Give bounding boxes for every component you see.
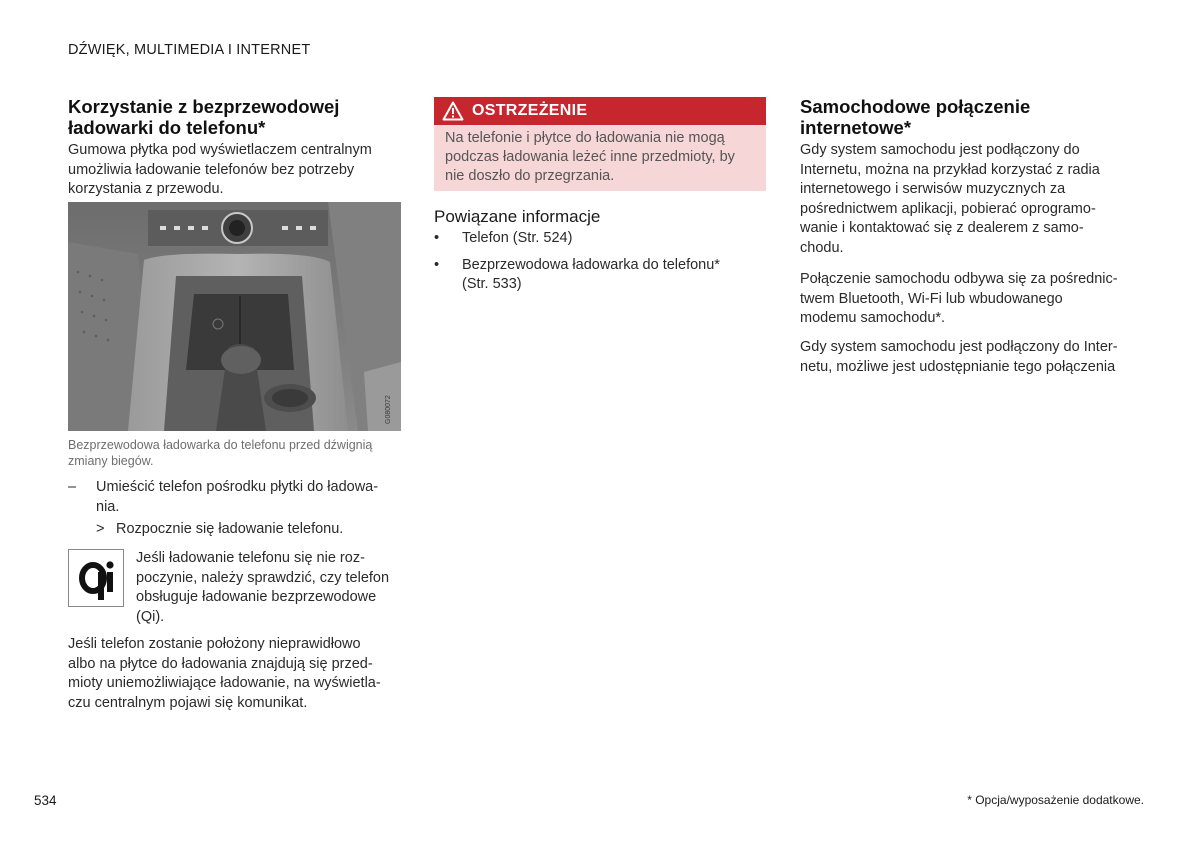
text-line: czu centralnym pojawi się komunikat.	[68, 694, 308, 711]
text-line: Jeśli ładowanie telefonu się nie roz-	[136, 550, 365, 566]
text-line: poczynie, należy sprawdzić, czy telefon	[136, 569, 390, 586]
warning-header	[434, 97, 766, 125]
text-line: wanie i kontaktować się z dealerem z samo-	[800, 220, 1084, 236]
text-line: Gumowa płytka pod wyświetlaczem centralnym	[68, 142, 372, 158]
page-number: 534	[34, 793, 57, 808]
internet-paragraph-2	[800, 270, 1130, 329]
warning-title: OSTRZEŻENIE	[472, 102, 588, 119]
step-result	[96, 520, 343, 540]
image-code: G080072	[385, 395, 392, 424]
heading-line: Samochodowe połączenie	[800, 96, 1031, 117]
heading-line: Korzystanie z bezprzewodowej	[68, 96, 340, 117]
text-line: podczas ładowania leżeć inne przedmioty, by	[445, 149, 735, 165]
text-line: korzystania z przewodu.	[68, 181, 224, 197]
bullet-marker: •	[434, 230, 440, 246]
text-line: Internetu, można na przykład korzystać z radia	[800, 161, 1100, 178]
text-line: internetowego i serwisów muzycznych za	[800, 181, 1066, 197]
result-marker: >	[96, 521, 105, 537]
related-item-telefon[interactable]	[434, 229, 766, 249]
step-item	[68, 478, 390, 517]
photo-caption	[68, 437, 390, 469]
text-line: umożliwia ładowanie telefonów bez potrzeby	[68, 161, 355, 178]
intro-paragraph	[68, 141, 390, 200]
text-line: netu, możliwe jest udostępnianie tego połączenia	[800, 358, 1116, 375]
related-heading: Powiązane informacje	[434, 207, 601, 226]
text-line: nia.	[96, 498, 120, 515]
heading-line: ładowarki do telefonu*	[68, 117, 266, 138]
text-line: chodu.	[800, 239, 844, 256]
text-line: Gdy system samochodu jest podłączony do Inter-	[800, 339, 1118, 355]
text-line: twem Bluetooth, Wi-Fi lub wbudowanego	[800, 290, 1063, 307]
text-line: albo na płytce do ładowania znajdują się przed-	[68, 655, 373, 672]
heading-line: internetowe*	[800, 117, 912, 138]
text-line: Umieścić telefon pośrodku płytki do ładowa-	[96, 479, 379, 495]
charger-photo	[68, 202, 401, 431]
internet-heading	[800, 96, 1130, 138]
text-line: mioty uniemożliwiające ładowanie, na wyświetla-	[68, 675, 381, 691]
caption-line: zmiany biegów.	[68, 454, 154, 468]
qi-logo	[68, 549, 124, 607]
text-line: pośrednictwem aplikacji, pobierać oprogramo-	[800, 200, 1096, 217]
caption-line: Bezprzewodowa ładowarka do telefonu przed dźwignią	[68, 438, 373, 452]
related-link[interactable]: Bezprzewodowa ładowarka do telefonu*	[462, 256, 720, 273]
related-item-wireless-charger[interactable]	[434, 256, 766, 295]
section-title: DŹWIĘK, MULTIMEDIA I INTERNET	[68, 42, 311, 58]
related-list	[434, 229, 766, 295]
text-line: obsługuje ładowanie bezprzewodowe	[136, 589, 377, 605]
text-line: nie doszło do przegrzania.	[445, 168, 615, 184]
footnote: * Opcja/wyposażenie dodatkowe.	[967, 793, 1144, 807]
bullet-marker: •	[434, 256, 440, 273]
qi-icon	[69, 550, 123, 606]
text-line: Połączenie samochodu odbywa się za pośrednic-	[800, 271, 1118, 287]
text-line: Gdy system samochodu jest podłączony do	[800, 142, 1080, 158]
warning-triangle-icon	[442, 101, 464, 121]
step-marker: –	[68, 479, 77, 495]
warning-box	[434, 97, 766, 191]
text-line: Na telefonie i płytce do ładowania nie mogą	[445, 130, 725, 146]
text-line: modemu samochodu*.	[800, 310, 946, 326]
related-link[interactable]: Telefon (Str. 524)	[462, 230, 573, 246]
qi-note	[136, 549, 392, 627]
result-text: Rozpocznie się ładowanie telefonu.	[116, 521, 344, 537]
wireless-charger-heading	[68, 96, 390, 138]
internet-paragraph-3	[800, 338, 1130, 377]
warning-text	[434, 125, 766, 186]
related-link[interactable]: (Str. 533)	[462, 276, 522, 292]
text-line: (Qi).	[136, 608, 165, 625]
text-line: Jeśli telefon zostanie położony nieprawidłowo	[68, 636, 361, 652]
internet-paragraph-1	[800, 141, 1130, 258]
final-paragraph	[68, 635, 390, 713]
